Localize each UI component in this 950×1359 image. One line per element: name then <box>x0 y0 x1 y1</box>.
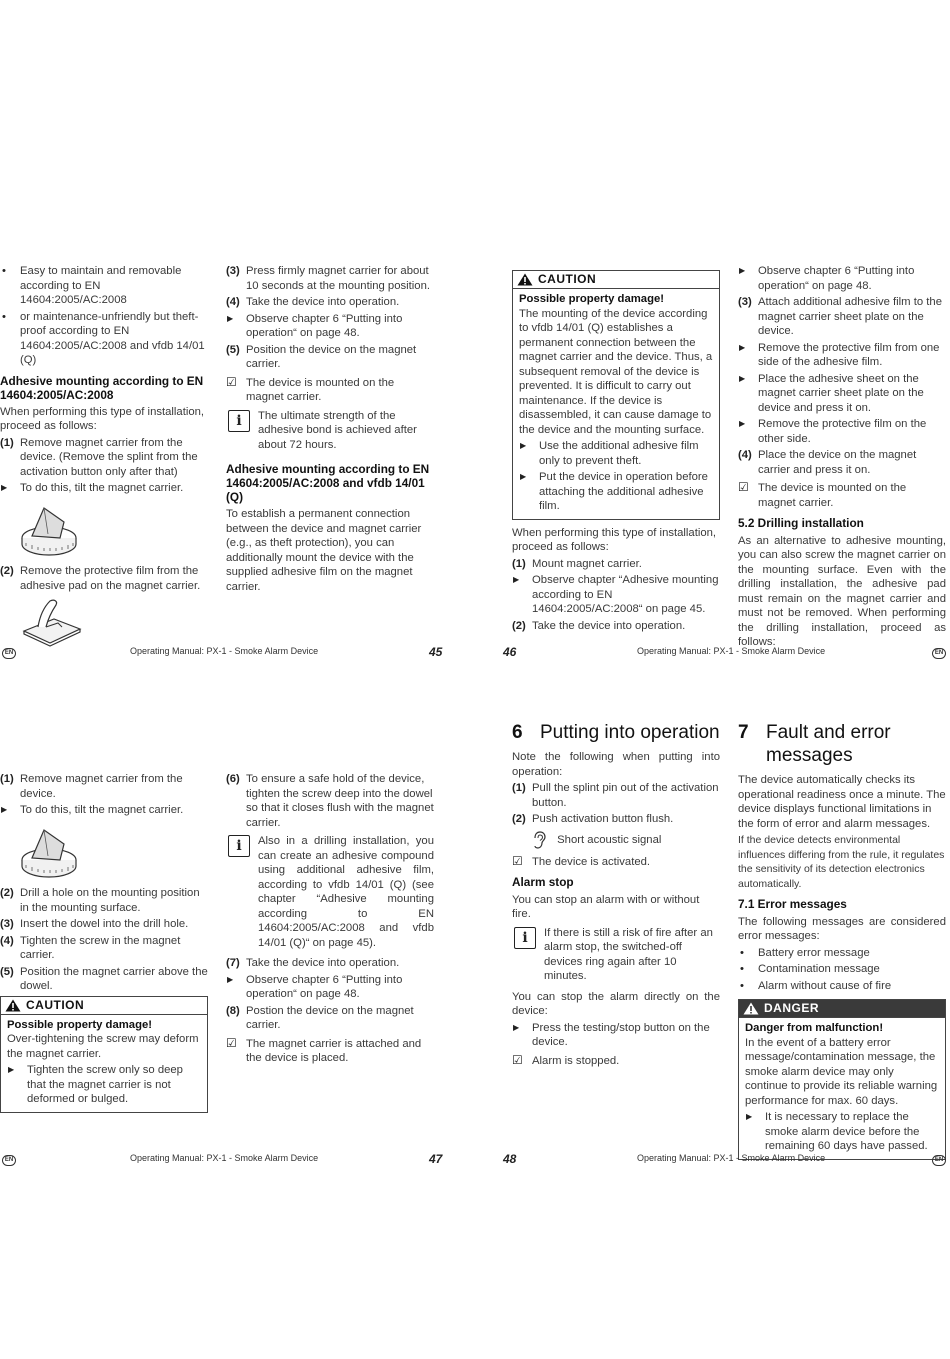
section-heading: Adhesive mounting according to EN 14604:2005/AC:2008 and vfdb 14/01 (Q) <box>226 462 430 504</box>
page-footer: Operating Manual: PX-1 - Smoke Alarm Device <box>130 646 319 656</box>
page-47-col-1 <box>0 772 208 1119</box>
warning-triangle-icon <box>743 1002 759 1015</box>
list-item: • Easy to maintain and removable according to EN 14604:2005/AC:2008 <box>0 264 208 308</box>
list-item: • Contamination message <box>738 962 946 977</box>
result-item: ☑ The magnet carrier is attached and the device is placed. <box>226 1037 434 1066</box>
section-heading: Adhesive mounting according to EN 14604:2005/AC:2008 <box>0 373 204 402</box>
paragraph: When performing this type of installation, proceed as follows: <box>512 526 717 553</box>
info-note: i Also in a drilling installation, you can create an adhesive compound using additional adhesive film, according to vfdb 14/01 (Q) (see chapter “Adhesive mounting according to EN 14604:2005/AC:2008 and vfdb 14/01 (Q)“ on page 45). <box>226 834 434 950</box>
caution-box <box>512 270 720 520</box>
step-item: (2) Drill a hole on the mounting position in the mounting surface. <box>0 887 200 914</box>
chapter-title: 7 Fault and error messages <box>738 722 891 766</box>
caution-title: Possible property damage! <box>7 1018 153 1031</box>
info-icon: i <box>228 410 250 432</box>
page-48-col-1 <box>512 721 720 1070</box>
adhesive-film-illustration <box>18 597 208 652</box>
paragraph: When performing this type of installation, proceed as follows: <box>0 405 205 432</box>
page-48-col-2 <box>738 721 946 1166</box>
instruction-item: ▶ To do this, tilt the magnet carrier. <box>0 803 208 818</box>
page-footer: Operating Manual: PX-1 - Smoke Alarm Device <box>637 646 826 656</box>
sound-note: Short acoustic signal <box>512 831 720 849</box>
info-note: i The ultimate strength of the adhesive bond is achieved after about 72 hours. <box>226 409 434 453</box>
instruction-item: ▶ Remove the protective film from one side of the adhesive film. <box>738 341 946 370</box>
section-heading: 5.2 Drilling installation <box>738 516 864 530</box>
language-badge: EN <box>932 1155 946 1166</box>
step-item: (4) Place the device on the magnet carrier and press it on. <box>738 449 917 476</box>
instruction-item: ▶ It is necessary to replace the smoke alarm device before the remaining 60 days have passed. <box>745 1110 939 1154</box>
caution-text: Over-tightening the screw may deform the magnet carrier. <box>7 1033 199 1060</box>
page-46-col-1 <box>512 268 720 635</box>
instruction-item: ▶ Tighten the screw only so deep that the magnet carrier is not deformed or bulged. <box>7 1063 201 1107</box>
page-45-col-2 <box>226 264 434 596</box>
magnet-carrier-illustration <box>18 500 208 561</box>
paragraph: If the device detects environmental influences differing from the rule, it regulates the sensitivity of its detection electronics automatically. <box>738 834 945 890</box>
page-number: 47 <box>429 1152 443 1166</box>
paragraph: You can stop an alarm with or without fire. <box>512 893 700 920</box>
step-item: (1) Mount magnet carrier. <box>512 557 642 570</box>
step-item: (5) Position the magnet carrier above the dowel. <box>0 965 208 992</box>
step-item: (6) To ensure a safe hold of the device, tighten the screw deep into the dowel so that it closes flush with the magnet carrier. <box>226 773 434 829</box>
language-badge: EN <box>2 1155 16 1166</box>
page-number: 46 <box>503 645 517 659</box>
language-badge: EN <box>2 648 16 659</box>
step-item: (3) Press firmly magnet carrier for about 10 seconds at the mounting position. <box>226 265 431 292</box>
warning-triangle-icon <box>5 999 21 1012</box>
info-icon: i <box>228 835 250 857</box>
paragraph: The following messages are considered error messages: <box>738 915 946 942</box>
step-item: (7) Take the device into operation. <box>226 957 400 969</box>
caution-text: The mounting of the device according to vfdb 14/01 (Q) establishes a permanent connection between the magnet carrier and the device. Thus, a subsequent removal of the device is prevented. It is difficult to carry out maintenance. If the device is disassembled, it can cause damage to the device and the mounting surface. <box>519 307 713 436</box>
chapter-title: 6 Putting into operation <box>512 722 720 743</box>
danger-header: DANGER <box>739 1000 945 1018</box>
danger-box <box>738 999 946 1160</box>
instruction-item: ▶ Observe chapter 6 “Putting into operation“ on page 48. <box>738 264 946 293</box>
page-45-col-1 <box>0 264 208 656</box>
result-item: ☑ Alarm is stopped. <box>512 1054 720 1069</box>
instruction-item: ▶ Observe chapter “Adhesive mounting according to EN 14604:2005/AC:2008“ on page 45. <box>512 573 720 617</box>
step-item: (4) Take the device into operation. <box>226 296 400 308</box>
info-note: i If there is still a risk of fire after an alarm stop, the switched-off devices ring again after 10 minutes. <box>512 926 720 984</box>
instruction-item: ▶ Use the additional adhesive film only to prevent theft. <box>519 439 713 468</box>
list-item: • or maintenance-unfriendly but theft-proof according to EN 14604:2005/AC:2008 and vfdb 14/01 (Q) <box>0 310 208 368</box>
paragraph: The device automatically checks its operational readiness once a minute. The device displays functional limitations in the form of error and alarm messages. <box>738 774 946 830</box>
page-number: 45 <box>429 645 443 659</box>
page-47-col-2 <box>226 772 434 1068</box>
list-item: • Alarm without cause of fire <box>738 979 946 994</box>
paragraph: To establish a permanent connection between the device and magnet carrier (e.g., as theft protection), you can additionally mount the device with the supplied adhesive film on the magnet carrier. <box>226 508 422 593</box>
step-item: (1) Pull the splint pin out of the activation button. <box>512 782 719 809</box>
instruction-item: ▶ Press the testing/stop button on the device. <box>512 1021 720 1050</box>
step-item: (4) Tighten the screw in the magnet carrier. <box>0 934 181 961</box>
caution-header: CAUTION <box>1 997 207 1015</box>
page-footer: Operating Manual: PX-1 - Smoke Alarm Device <box>130 1153 319 1163</box>
caution-header: CAUTION <box>513 271 719 289</box>
language-badge: EN <box>932 648 946 659</box>
result-item: ☑ The device is activated. <box>512 855 720 870</box>
paragraph: As an alternative to adhesive mounting, you can also screw the magnet carrier on the mounting surface. Even with the drilling installation, the adhesive pad must remain on the magnet carrier and must not be removed. When performing the drilling installation, proceed as follows: <box>738 534 946 648</box>
instruction-item: ▶ Observe chapter 6 “Putting into operation“ on page 48. <box>226 312 434 341</box>
info-icon: i <box>514 927 536 949</box>
instruction-item: ▶ Remove the protective film on the other side. <box>738 417 946 446</box>
step-item: (3) Insert the dowel into the drill hole. <box>0 918 189 930</box>
ear-icon <box>532 831 546 849</box>
instruction-item: ▶ Place the adhesive sheet on the magnet carrier sheet plate on the device and press it on. <box>738 372 946 416</box>
step-item: (5) Position the device on the magnet carrier. <box>226 343 417 370</box>
paragraph: You can stop the alarm directly on the device: <box>512 990 720 1017</box>
danger-title: Danger from malfunction! <box>745 1022 884 1034</box>
list-item: • Battery error message <box>738 946 946 961</box>
page-number: 48 <box>503 1152 517 1166</box>
result-item: ☑ The device is mounted on the magnet carrier. <box>738 481 946 510</box>
instruction-item: ▶ Observe chapter 6 “Putting into operation“ on page 48. <box>226 973 434 1002</box>
magnet-carrier-illustration <box>18 822 208 883</box>
warning-triangle-icon <box>517 273 533 286</box>
step-item: (1) Remove magnet carrier from the device. (Remove the splint from the activation button only after that) <box>0 436 198 478</box>
section-heading: 7.1 Error messages <box>738 897 847 911</box>
instruction-item: ▶ Put the device in operation before attaching the additional adhesive film. <box>519 470 713 514</box>
section-heading: Alarm stop <box>512 875 574 889</box>
step-item: (2) Push activation button flush. <box>512 813 674 825</box>
paragraph: Note the following when putting into operation: <box>512 751 720 778</box>
page-46-col-2 <box>738 264 946 652</box>
step-item: (2) Remove the protective film from the adhesive pad on the magnet carrier. <box>0 565 201 592</box>
caution-box <box>0 996 208 1113</box>
step-item: (2) Take the device into operation. <box>512 619 686 632</box>
danger-text: In the event of a battery error message/contamination message, the smoke alarm device may only continue to provide its reliable warning performance for max. 60 days. <box>745 1036 938 1107</box>
step-item: (1) Remove magnet carrier from the device. <box>0 773 183 800</box>
step-item: (8) Postion the device on the magnet carrier. <box>226 1004 414 1031</box>
caution-title: Possible property damage! <box>519 293 665 305</box>
page-footer: Operating Manual: PX-1 - Smoke Alarm Device <box>637 1153 826 1163</box>
instruction-item: ▶ To do this, tilt the magnet carrier. <box>0 481 208 496</box>
result-item: ☑ The device is mounted on the magnet carrier. <box>226 376 434 405</box>
step-item: (3) Attach additional adhesive film to the magnet carrier sheet plate on the device. <box>738 296 942 337</box>
